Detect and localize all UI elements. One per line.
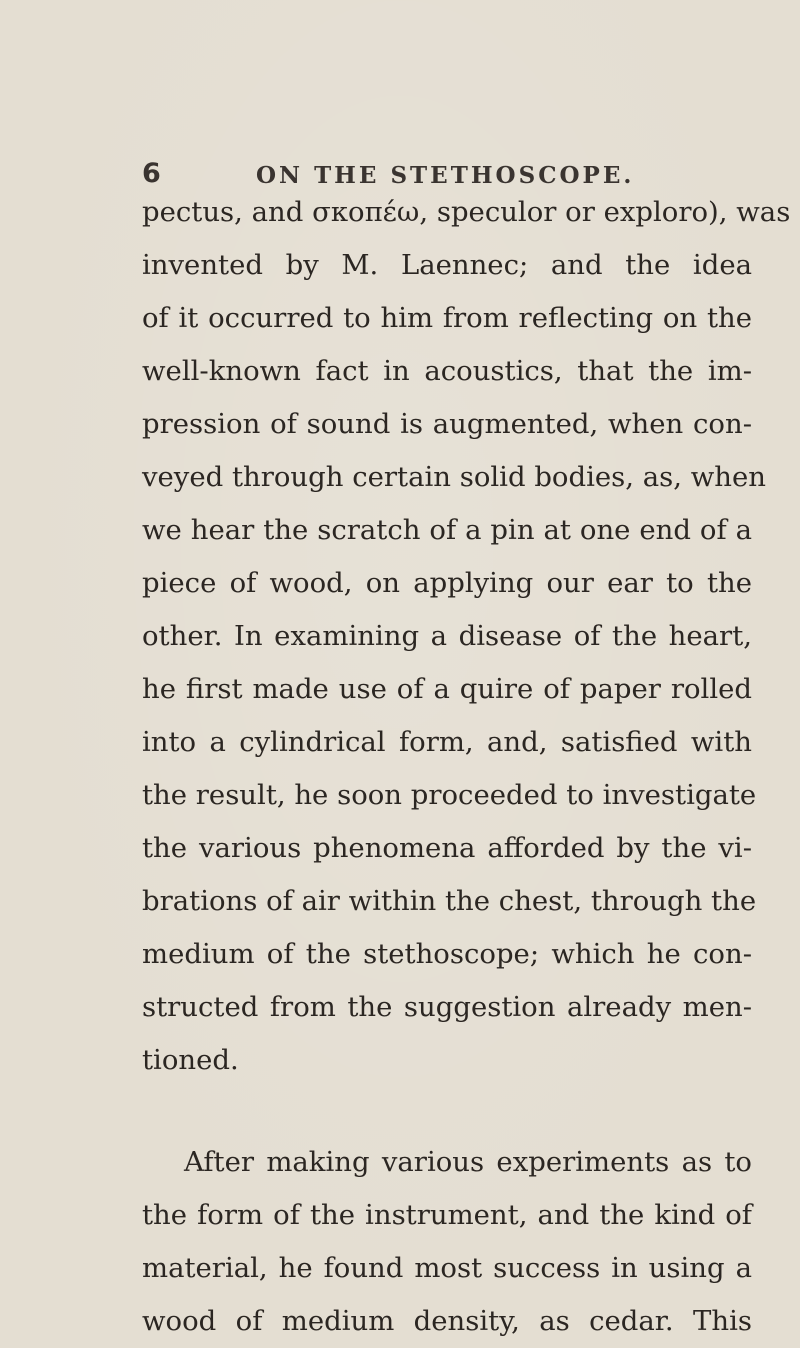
text-line: he first made use of a quire of paper rolled (142, 673, 752, 705)
text-line: veyed through certain solid bodies, as, when (142, 461, 766, 493)
text-line: structed from the suggestion already men- (142, 991, 752, 1023)
text-line: pectus, and σκοπέω, speculor or exploro), was (142, 196, 791, 228)
text-line: into a cylindrical form, and, satisfied with (142, 726, 752, 758)
text-line: piece of wood, on applying our ear to the (142, 567, 752, 599)
running-title: ON THE STETHOSCOPE. (256, 162, 635, 189)
text-line: the result, he soon proceeded to investigate (142, 779, 757, 811)
text-line: material, he found most success in using a (142, 1252, 752, 1284)
text-line: of it occurred to him from reflecting on the (142, 302, 752, 334)
text-line: the form of the instrument, and the kind of (142, 1199, 752, 1231)
text-line: pression of sound is augmented, when con- (142, 408, 752, 440)
body-text (142, 186, 791, 1348)
paragraph-2 (142, 1136, 752, 1348)
paragraph-gap (142, 1087, 752, 1136)
text-line: After making various experiments as to (184, 1146, 752, 1178)
text-line: wood of medium density, as cedar. This (142, 1305, 752, 1337)
text-line: other. In examining a disease of the heart, (142, 620, 752, 652)
text-line: invented by M. Laennec; and the idea (142, 249, 752, 281)
text-line: well-known fact in acoustics, that the im- (142, 355, 752, 387)
text-line: brations of air within the chest, through the (142, 885, 757, 917)
text-line: we hear the scratch of a pin at one end of a (142, 514, 752, 546)
paragraph-1 (142, 186, 791, 1087)
page-number: 6 (142, 158, 161, 189)
text-line: the various phenomena afforded by the vi- (142, 832, 752, 864)
text-line: tioned. (142, 1044, 239, 1076)
text-line: medium of the stethoscope; which he con- (142, 938, 752, 970)
